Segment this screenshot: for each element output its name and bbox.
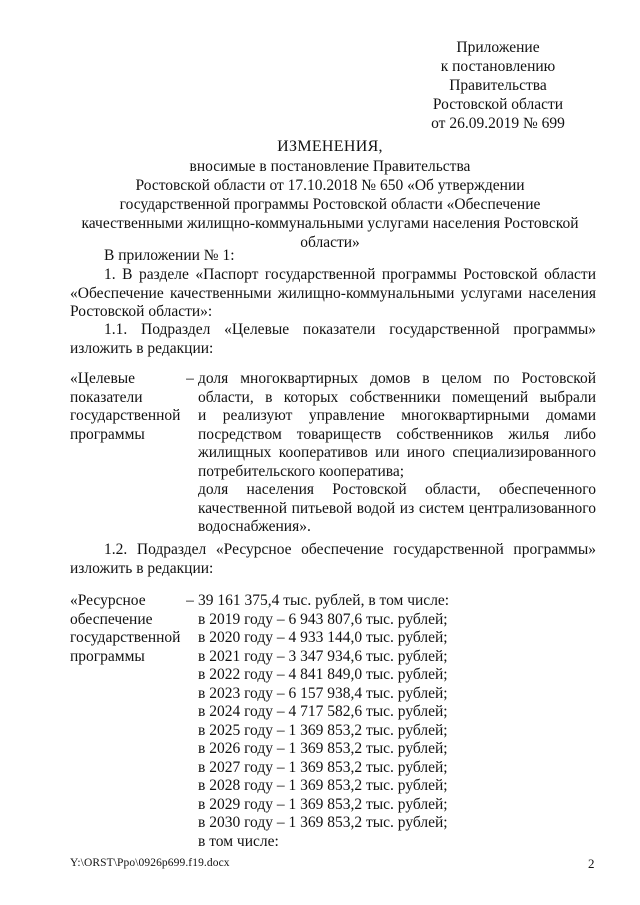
targets-label-line: показатели xyxy=(70,388,143,406)
resources-dash: – xyxy=(186,592,194,609)
subtitle-line: государственной программы Ростовской области «Обеспечение xyxy=(119,196,541,213)
appendix-line: от 26.09.2019 № 699 xyxy=(431,115,565,132)
resources-year-line: в 2027 году – 1 369 853,2 тыс. рублей; xyxy=(198,758,448,776)
appendix-line: к постановлению xyxy=(440,58,556,75)
targets-value-line: качественной питьевой водой из систем централизованного xyxy=(198,499,596,517)
item-1-1-line: изложить в редакции: xyxy=(70,339,214,357)
targets-value xyxy=(198,370,596,537)
targets-value-line: и реализуют управление многоквартирными домами xyxy=(198,407,596,424)
targets-value-line: жилищных кооперативов или иного специализированного xyxy=(198,444,596,461)
resources-label-line: программы xyxy=(70,647,145,665)
item-1-paragraph xyxy=(70,266,596,322)
targets-value-line: водоснабжения». xyxy=(198,518,311,535)
document-title: ИЗМЕНЕНИЯ, xyxy=(277,138,383,155)
resources-year-line: в 2022 году – 4 841 849,0 тыс. рублей; xyxy=(198,666,448,683)
resources-value xyxy=(198,592,596,851)
targets-value-line: потребительского кооператива; xyxy=(198,462,405,480)
item-1-line: Ростовской области»: xyxy=(70,303,213,320)
document-heading xyxy=(60,137,600,252)
resources-year-line: в 2029 году – 1 369 853,2 тыс. рублей; xyxy=(198,795,448,813)
resources-year-line: в 2020 году – 4 933 144,0 тыс. рублей; xyxy=(198,629,448,646)
resources-year-line: в 2021 году – 3 347 934,6 тыс. рублей; xyxy=(198,647,448,665)
appendix-line: Приложение xyxy=(456,39,540,56)
targets-value-line: посредством товариществ собственников жилья либо xyxy=(198,425,596,443)
appendix-line: Правительства xyxy=(449,77,547,94)
appendix-header xyxy=(395,38,601,133)
subtitle-line: Ростовской области от 17.10.2018 № 650 «Об утверждении xyxy=(135,177,525,194)
page-number: 2 xyxy=(588,856,595,871)
item-1-line: «Обеспечение качественными жилищно-коммунальными услугами населения xyxy=(70,284,596,302)
targets-value-line: области, в которых собственники помещений выбрали xyxy=(198,388,596,406)
resources-label-line: обеспечение xyxy=(70,610,153,628)
subtitle-line: качественными жилищно-коммунальными услугами населения Ростовской области» xyxy=(81,215,579,251)
resources-label-line: «Ресурсное xyxy=(70,592,146,609)
targets-label-line: государственной xyxy=(70,407,181,424)
subtitle-line: вносимые в постановление Правительства xyxy=(189,158,471,175)
intro-line: В приложении № 1: xyxy=(104,247,235,264)
targets-label-line: программы xyxy=(70,425,145,443)
targets-label xyxy=(70,370,182,444)
resources-year-line: в 2024 году – 4 717 582,6 тыс. рублей; xyxy=(198,703,448,720)
item-1-1-paragraph xyxy=(70,321,596,358)
targets-dash: – xyxy=(186,370,194,387)
item-1-2-line: изложить в редакции: xyxy=(70,559,214,577)
footer-file-path: Y:\ORST\Ppo\0926p699.f19.docx xyxy=(70,857,230,869)
appendix-line: Ростовской области xyxy=(432,96,564,113)
item-1-1-line: 1.1. Подраздел «Целевые показатели государственной программы» xyxy=(104,321,596,338)
resources-year-line: в 2026 году – 1 369 853,2 тыс. рублей; xyxy=(198,740,448,757)
resources-year-line: в 2025 году – 1 369 853,2 тыс. рублей; xyxy=(198,721,448,739)
item-1-line: 1. В разделе «Паспорт государственной программы Ростовской области xyxy=(104,266,596,283)
resources-year-line: в 2023 году – 6 157 938,4 тыс. рублей; xyxy=(198,684,448,702)
resources-tail: в том числе: xyxy=(198,832,279,850)
resources-year-line: в 2028 году – 1 369 853,2 тыс. рублей; xyxy=(198,777,448,794)
item-1-2-line: 1.2. Подраздел «Ресурсное обеспечение государственной программы» xyxy=(104,541,596,558)
resources-label xyxy=(70,592,182,666)
resources-year-line: в 2019 году – 6 943 807,6 тыс. рублей; xyxy=(198,610,448,628)
resources-total: 39 161 375,4 тыс. рублей, в том числе: xyxy=(198,592,450,609)
item-1-2-paragraph xyxy=(70,541,596,578)
targets-label-line: «Целевые xyxy=(70,370,136,387)
targets-value-line: доля многоквартирных домов в целом по Ростовской xyxy=(198,370,596,387)
resources-year-line: в 2030 году – 1 369 853,2 тыс. рублей; xyxy=(198,814,448,831)
resources-label-line: государственной xyxy=(70,629,181,646)
targets-value-line: доля населения Ростовской области, обеспеченного xyxy=(198,481,596,498)
intro-paragraph xyxy=(70,247,596,266)
